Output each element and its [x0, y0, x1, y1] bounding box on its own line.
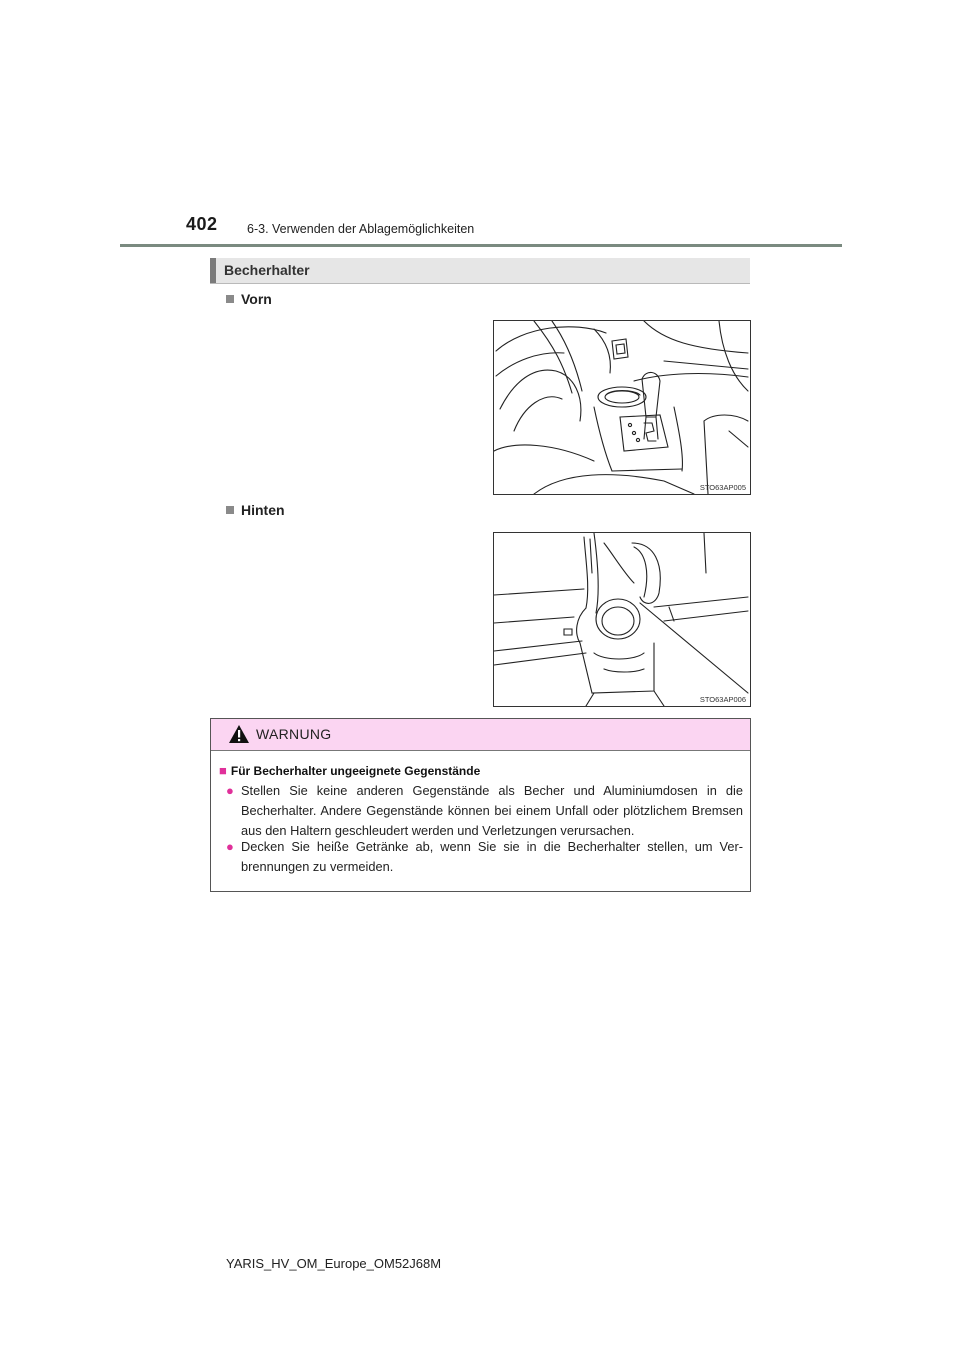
- rear-cupholder-illustration: [494, 533, 750, 706]
- warning-label: WARNUNG: [256, 726, 332, 742]
- warning-item: [226, 837, 743, 877]
- warning-title: [219, 763, 480, 778]
- warning-header: [211, 719, 750, 751]
- warning-triangle-icon: [228, 724, 250, 744]
- square-bullet-icon: [226, 295, 234, 303]
- figure-rear-code: STO63AP006: [699, 695, 746, 704]
- subsection-rear: [226, 502, 285, 518]
- square-bullet-icon: [226, 506, 234, 514]
- warning-item: [226, 781, 743, 841]
- subsection-front-title: Vorn: [241, 291, 272, 307]
- warning-title-text: Für Becherhalter ungeeignete Gegenstände: [230, 764, 481, 778]
- figure-rear-cupholder: [493, 532, 751, 707]
- subsection-rear-title: Hinten: [241, 502, 285, 518]
- warning-item-text: Decken Sie heiße Getränke ab, wenn Sie sie in die Becherhalter stellen, um Ver-brennungen zu vermeiden.: [241, 839, 743, 874]
- warning-item-text: Stellen Sie keine anderen Gegenstände als Becher und Aluminiumdosen in die Becherhalter. Andere Gegenstände können bei einem Unfall oder plötzlichem Bremsen aus den Haltern geschleudert werden und Verletzungen verursachen.: [241, 783, 743, 838]
- page-number: 402: [186, 214, 218, 234]
- header-divider: [120, 244, 842, 247]
- square-bullet-icon: ■: [219, 763, 227, 778]
- circle-bullet-icon: ●: [226, 783, 234, 798]
- circle-bullet-icon: ●: [226, 839, 234, 854]
- subsection-front: [226, 291, 272, 307]
- section-title: Becherhalter: [224, 262, 310, 278]
- front-cupholder-illustration: [494, 321, 750, 494]
- section-accent: [210, 258, 216, 283]
- figure-front-cupholder: [493, 320, 751, 495]
- chapter-header: 6-3. Verwenden der Ablagemöglichkeiten: [247, 222, 475, 236]
- figure-front-code: STO63AP005: [699, 483, 746, 492]
- document-id-footer: YARIS_HV_OM_Europe_OM52J68M: [226, 1256, 442, 1271]
- warning-box: [210, 718, 751, 892]
- section-header: [210, 258, 750, 284]
